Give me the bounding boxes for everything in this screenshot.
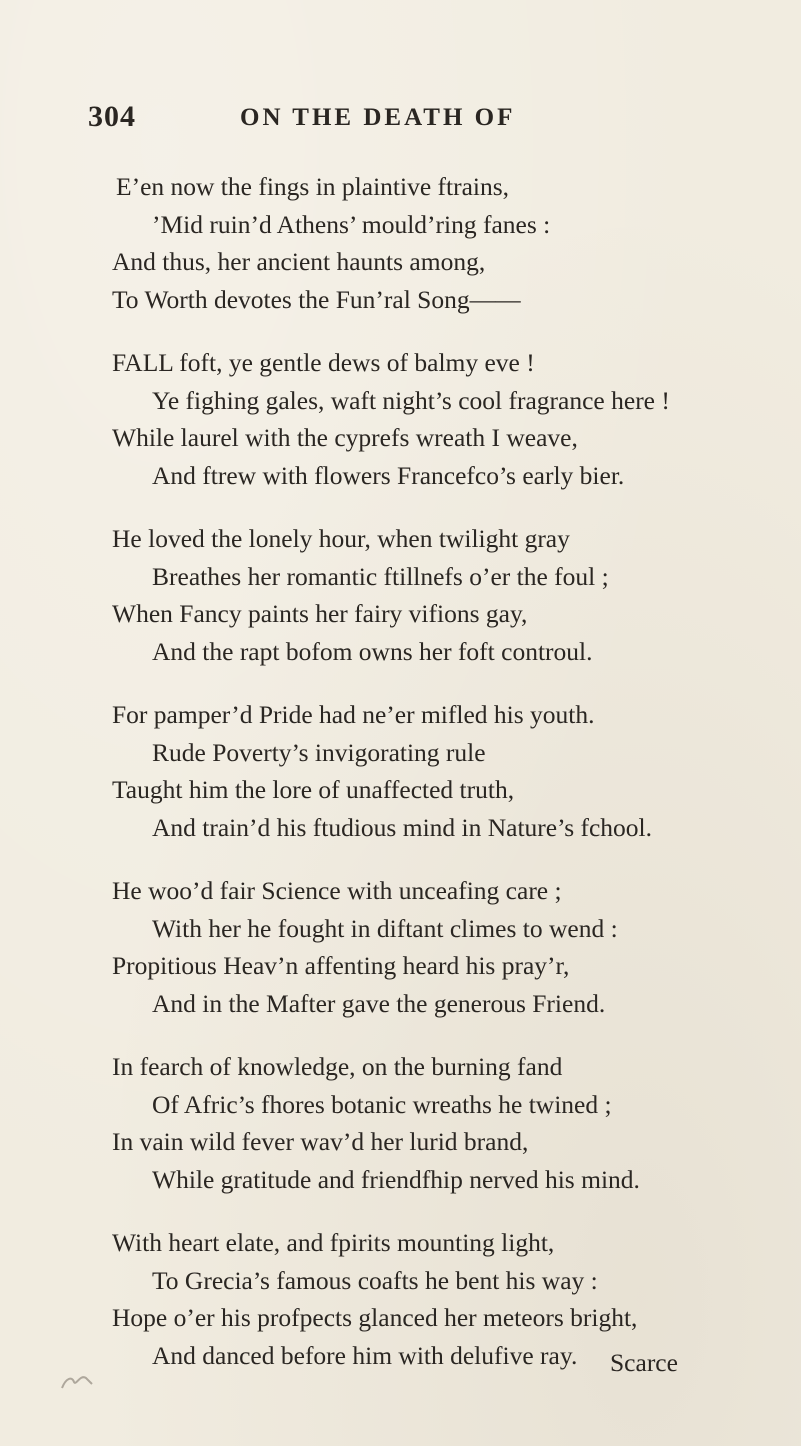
verse-line: For pamper’d Pride had ne’er mifled his youth. [112, 700, 595, 729]
verse-line: In vain wild fever wav’d her lurid brand, [112, 1127, 529, 1156]
verse-line: With heart elate, and fpirits mounting light, [112, 1228, 555, 1257]
ink-smudge-mark [58, 1370, 98, 1392]
verse-line: And thus, her ancient haunts among, [112, 247, 486, 276]
stanza-5 [0, 872, 801, 1022]
stanza-7 [0, 1224, 801, 1374]
verse-line: Taught him the lore of unaffected truth, [112, 775, 515, 804]
verse-line: And the rapt bofom owns her foft controul. [152, 636, 593, 666]
verse-line: E’en now the fings in plaintive ftrains, [116, 172, 510, 201]
page-number: 304 [88, 100, 136, 133]
verse-line: Ye fighing gales, waft night’s cool fragrance here ! [152, 385, 670, 415]
verse-line: Rude Poverty’s invigorating rule [152, 737, 486, 767]
running-head [88, 100, 788, 140]
running-title: ON THE DEATH OF [240, 104, 516, 131]
poem-body [0, 168, 801, 1400]
verse-line: And in the Mafter gave the generous Friend. [152, 988, 606, 1018]
stanza-3 [0, 520, 801, 670]
verse-line: ’Mid ruin’d Athens’ mould’ring fanes : [152, 209, 551, 239]
verse-line: And ftrew with flowers Francefco’s early bier. [152, 460, 625, 490]
verse-line: With her he fought in diftant climes to wend : [152, 913, 618, 943]
stanza-6 [0, 1048, 801, 1198]
verse-line: Propitious Heav’n affenting heard his pray’r, [112, 951, 570, 980]
stanza-4 [0, 696, 801, 846]
stanza-2 [0, 344, 801, 494]
verse-line: Of Afric’s fhores botanic wreaths he twined ; [152, 1089, 612, 1119]
verse-line: Breathes her romantic ftillnefs o’er the foul ; [152, 561, 609, 591]
catchword: Scarce [610, 1348, 678, 1377]
verse-line: And danced before him with delufive ray. [152, 1340, 578, 1370]
verse-line: While gratitude and friendfhip nerved his mind. [152, 1164, 640, 1194]
verse-line: Hope o’er his profpects glanced her meteors bright, [112, 1303, 638, 1332]
verse-line: In fearch of knowledge, on the burning fand [112, 1052, 563, 1081]
verse-line: He woo’d fair Science with unceafing care ; [112, 876, 562, 905]
verse-line: To Worth devotes the Fun’ral Song—— [112, 284, 521, 314]
verse-line: FALL foft, ye gentle dews of balmy eve ! [112, 348, 535, 377]
verse-line: While laurel with the cyprefs wreath I weave, [112, 423, 578, 452]
verse-line: To Grecia’s famous coafts he bent his way : [152, 1265, 598, 1295]
verse-line: When Fancy paints her fairy vifions gay, [112, 599, 528, 628]
stanza-1 [0, 168, 801, 318]
verse-line: And train’d his ftudious mind in Nature’s fchool. [152, 812, 653, 842]
verse-line: He loved the lonely hour, when twilight gray [112, 524, 570, 553]
